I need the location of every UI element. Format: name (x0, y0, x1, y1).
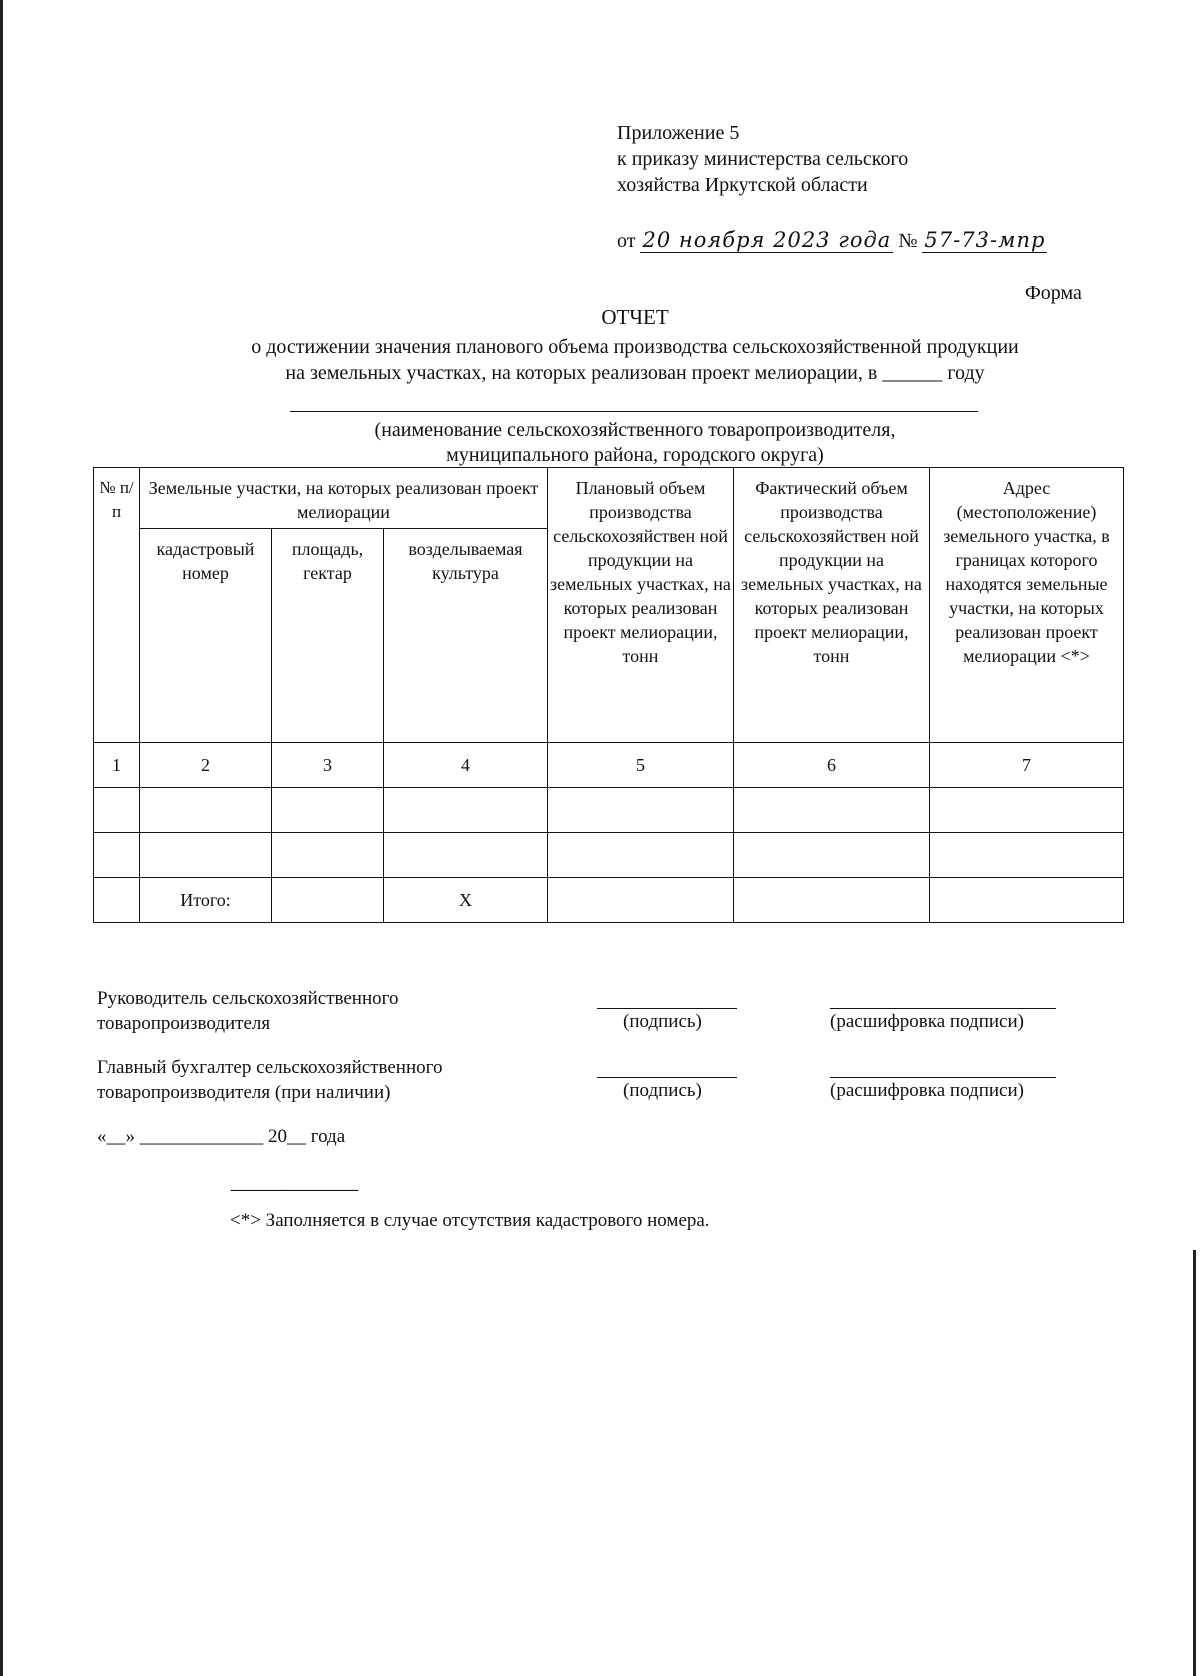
table-cell (548, 833, 734, 878)
signature-caption-head: (подпись) (623, 1011, 702, 1032)
table-cell (734, 788, 930, 833)
column-number: 7 (930, 743, 1124, 788)
report-subtitle-line-1: о достижении значения планового объема производства сельскохозяйственной продукции (251, 336, 1019, 358)
signature-label-accountant (97, 1055, 442, 1105)
signature-caption-accountant: (подпись) (623, 1080, 702, 1101)
signature-label-line-2: товаропроизводителя (97, 1013, 271, 1034)
order-number-handwritten: 57-73-мпр (924, 228, 1046, 252)
total-row (94, 878, 1124, 923)
report-subtitle (170, 334, 1100, 386)
table-cell (548, 878, 734, 923)
col-area-header: площадь, гектар (272, 529, 384, 743)
col-no-header: № п/п (94, 468, 140, 743)
table-cell (384, 833, 548, 878)
report-table (93, 467, 1124, 923)
scan-edge-right (1193, 1250, 1196, 1676)
footnote: <*> Заполняется в случае отсутствия кадастрового номера. (230, 1210, 710, 1231)
column-number: 3 (272, 743, 384, 788)
table-cell (548, 788, 734, 833)
table-cell (930, 878, 1124, 923)
table-header-row-1 (94, 468, 1124, 529)
report-title: ОТЧЕТ (601, 305, 669, 329)
table-cell (734, 878, 930, 923)
decode-caption-head: (расшифровка подписи) (830, 1011, 1024, 1032)
decode-line-accountant (830, 1077, 1056, 1078)
column-number: 4 (384, 743, 548, 788)
column-number: 5 (548, 743, 734, 788)
signature-label-head (97, 986, 398, 1036)
col-planned-header: Плановый объем производства сельскохозяйствен ной продукции на земельных участках, на которых реализован проект мелиорации, тонн (548, 468, 734, 743)
signature-line-accountant (597, 1077, 737, 1078)
total-label: Итого: (140, 878, 272, 923)
appendix-line-1: Приложение 5 (617, 122, 740, 144)
table-cell (140, 788, 272, 833)
signature-line-head (597, 1008, 737, 1009)
appendix-header (617, 120, 908, 198)
order-prefix: от (617, 230, 636, 252)
order-line (617, 228, 1047, 253)
table-cell (930, 788, 1124, 833)
signature-label-line-1: Главный бухгалтер сельскохозяйственного (97, 1057, 443, 1078)
signature-label-line-2: товаропроизводителя (при наличии) (97, 1082, 391, 1103)
total-crop-mark: X (384, 878, 548, 923)
column-number: 6 (734, 743, 930, 788)
table-cell (94, 788, 140, 833)
table-cell (734, 833, 930, 878)
decode-line-head (830, 1008, 1056, 1009)
col-address-header: Адрес (местоположение) земельного участка, в границах которого находятся земельные участки, на которых реализован проект мелиорации <*> (930, 468, 1124, 743)
report-subtitle-line-2: на земельных участках, на которых реализован проект мелиорации, в ______ году (285, 362, 985, 384)
decode-caption-accountant: (расшифровка подписи) (830, 1080, 1024, 1101)
signature-label-line-1: Руководитель сельскохозяйственного (97, 988, 399, 1009)
table-cell (94, 878, 140, 923)
group-header: Земельные участки, на которых реализован проект мелиорации (140, 468, 548, 529)
column-number: 1 (94, 743, 140, 788)
producer-name-line (290, 411, 978, 412)
table-cell (272, 878, 384, 923)
scan-edge-left (0, 0, 3, 1676)
order-number-label: № (898, 230, 918, 252)
table-row (94, 788, 1124, 833)
col-crop-header: возделываемая культура (384, 529, 548, 743)
col-cadastral-header: кадастровый номер (140, 529, 272, 743)
date-line: «__» _____________ 20__ года (97, 1126, 346, 1147)
footnote-rule: -------------------------------- (230, 1182, 358, 1198)
name-caption-line-1: (наименование сельскохозяйственного товаропроизводителя, (374, 419, 896, 441)
col-actual-header: Фактический объем производства сельскохозяйствен ной продукции на земельных участках, на которых реализован проект мелиорации, тонн (734, 468, 930, 743)
table-cell (94, 833, 140, 878)
column-numbers-row (94, 743, 1124, 788)
form-label: Форма (1025, 282, 1082, 304)
producer-name-caption (280, 418, 990, 468)
order-date-handwritten: 20 ноября 2023 года (642, 228, 892, 252)
table-cell (930, 833, 1124, 878)
column-number: 2 (140, 743, 272, 788)
name-caption-line-2: муниципального района, городского округа) (446, 444, 824, 466)
appendix-line-2: к приказу министерства сельского (617, 148, 909, 170)
appendix-line-3: хозяйства Иркутской области (617, 174, 868, 196)
table-row (94, 833, 1124, 878)
table-cell (272, 833, 384, 878)
table-cell (272, 788, 384, 833)
table-cell (384, 788, 548, 833)
table-cell (140, 833, 272, 878)
